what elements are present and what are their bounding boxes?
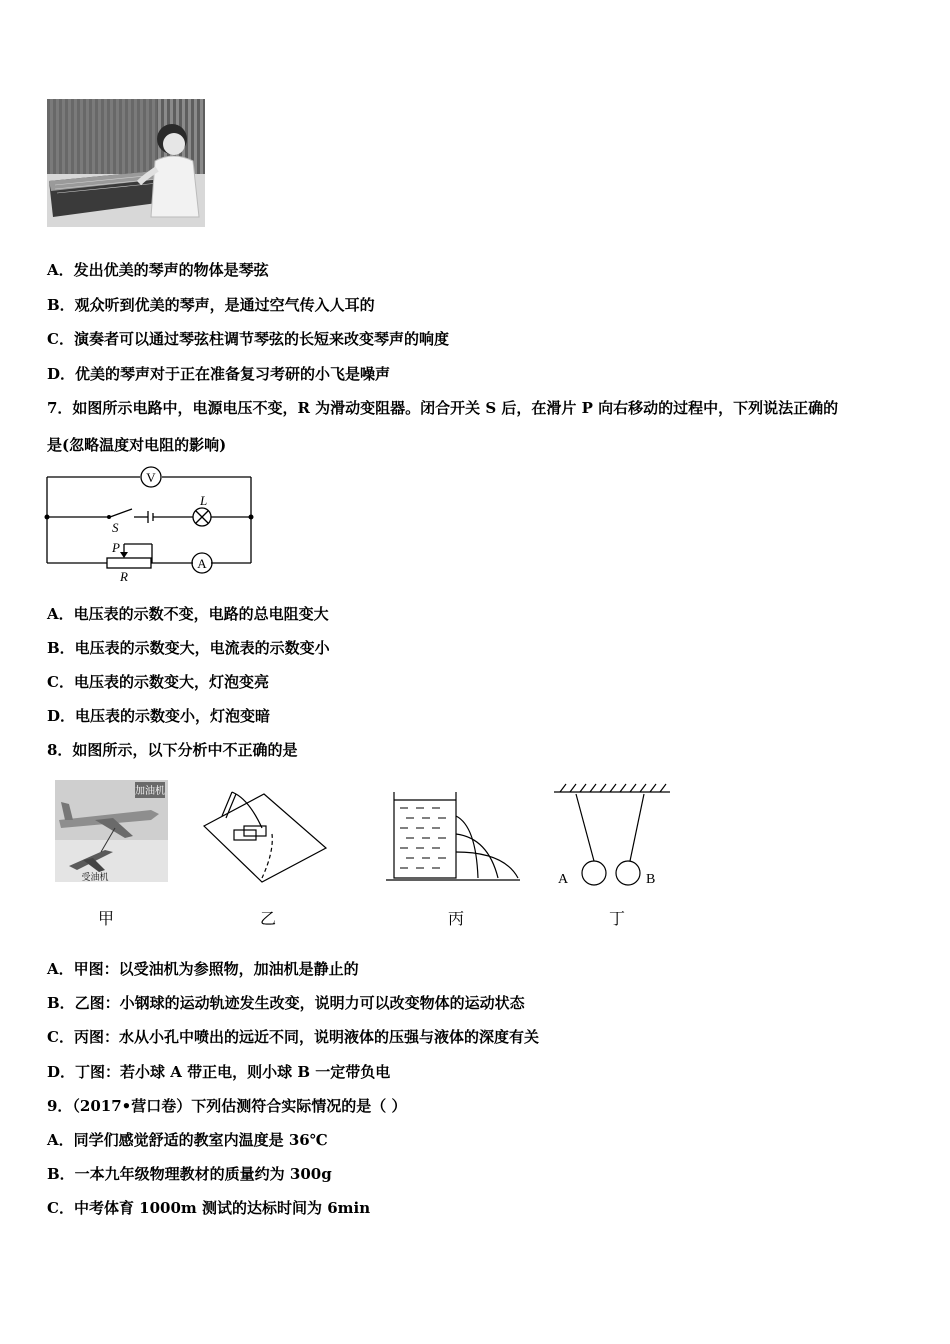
- voltmeter-label: V: [146, 470, 156, 485]
- circuit-diagram: [40, 464, 260, 584]
- slider-label: P: [112, 540, 120, 555]
- caption-jia: 甲: [97, 909, 114, 928]
- ball-b-label: B: [646, 872, 656, 887]
- q9-option-a: A．同学们感觉舒适的教室内温度是 36℃: [47, 1131, 328, 1149]
- ball-a-label: A: [558, 872, 569, 887]
- q8-option-b: B．乙图：小钢球的运动轨迹发生改变，说明力可以改变物体的运动状态: [47, 994, 525, 1012]
- receiver-label: 受油机: [81, 872, 109, 882]
- rheostat-label: R: [120, 569, 128, 584]
- q8-option-d: D．丁图：若小球 A 带正电，则小球 B 一定带负电: [47, 1063, 391, 1081]
- q7-option-b: B．电压表的示数变大，电流表的示数变小: [47, 639, 330, 657]
- q9-option-c: C．中考体育 1000m 测试的达标时间为 6min: [47, 1199, 371, 1217]
- q7-stem-line1: 7．如图所示电路中，电源电压不变，R 为滑动变阻器。闭合开关 S 后，在滑片 P 向右移动的过程中，下列说法正确的: [47, 399, 839, 417]
- figure-yi-ball-magnet: [200, 786, 330, 886]
- figure-bing-water-jets: [384, 790, 524, 885]
- guzheng-photo: [47, 99, 205, 227]
- switch-label: S: [112, 520, 119, 535]
- q6-option-b: B．观众听到优美的琴声，是通过空气传入人耳的: [47, 296, 375, 314]
- q6-option-d: D．优美的琴声对于正在准备复习考研的小飞是噪声: [47, 365, 391, 383]
- tanker-label: 加油机: [135, 786, 165, 797]
- q9-option-b: B．一本九年级物理教材的质量约为 300g: [47, 1165, 332, 1183]
- q9-stem: 9．（2017•营口卷）下列估测符合实际情况的是（ ）: [47, 1097, 407, 1115]
- lamp-label: L: [200, 493, 208, 508]
- caption-yi: 乙: [259, 909, 276, 928]
- q7-option-a: A．电压表的示数不变，电路的总电阻变大: [47, 605, 329, 623]
- q8-stem: 8．如图所示，以下分析中不正确的是: [47, 741, 298, 759]
- ammeter-label: A: [197, 556, 207, 571]
- q6-option-c: C．演奏者可以通过琴弦柱调节琴弦的长短来改变琴声的响度: [47, 330, 449, 348]
- caption-ding: 丁: [608, 909, 625, 928]
- caption-bing: 丙: [447, 909, 464, 928]
- q7-stem-line2: 是(忽略温度对电阻的影响): [47, 436, 227, 454]
- q7-option-d: D．电压表的示数变小，灯泡变暗: [47, 707, 271, 725]
- q8-option-a: A．甲图：以受油机为参照物，加油机是静止的: [47, 960, 359, 978]
- figure-ding-charged-balls: [552, 782, 672, 892]
- q6-option-a: A．发出优美的琴声的物体是琴弦: [47, 261, 269, 279]
- q8-option-c: C．丙图：水从小孔中喷出的远近不同，说明液体的压强与液体的深度有关: [47, 1028, 539, 1046]
- q7-option-c: C．电压表的示数变大，灯泡变亮: [47, 673, 269, 691]
- figure-jia-refueling: [55, 780, 168, 882]
- slider-arrow: [120, 552, 128, 558]
